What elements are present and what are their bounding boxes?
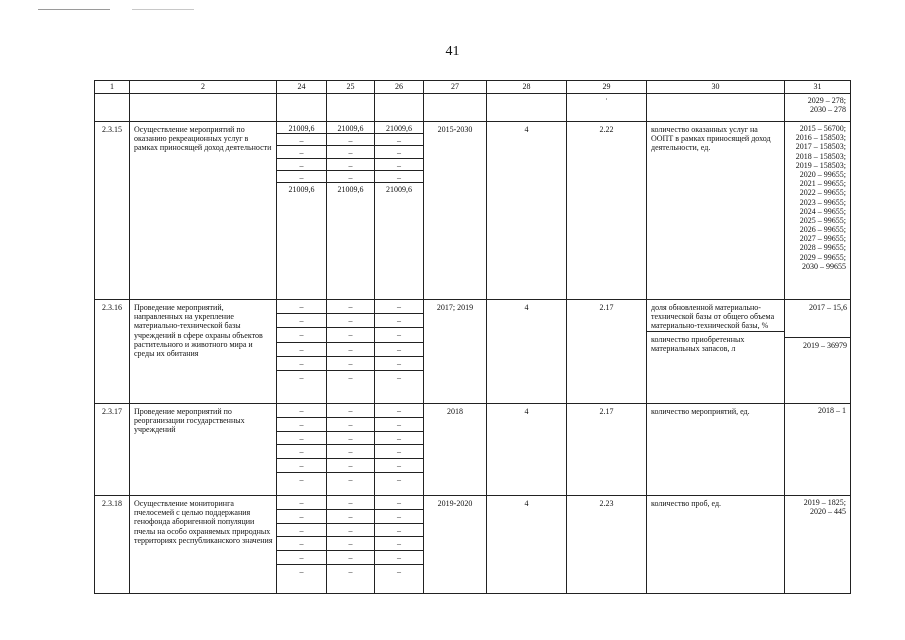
- continuation-mark: ˙: [567, 94, 647, 122]
- sum-cell: –: [327, 134, 374, 146]
- indicator-cell: количество приобретенных материальных запасов, л: [651, 334, 745, 353]
- sum-cell: 21009,6: [337, 184, 364, 194]
- sum-cell: –: [277, 510, 326, 524]
- column-header: 25: [327, 81, 375, 94]
- indicator-cell: количество мероприятий, ед.: [647, 404, 785, 496]
- sum-cell: –: [277, 432, 326, 446]
- table-row: [95, 404, 851, 496]
- col28-cell: 4: [487, 122, 567, 300]
- col29-cell: 2.17: [567, 300, 647, 404]
- column-header: 30: [647, 81, 785, 94]
- sum-cell: –: [397, 475, 401, 485]
- column-header: 2: [130, 81, 277, 94]
- column-header: 24: [277, 81, 327, 94]
- col29-cell: 2.23: [567, 496, 647, 594]
- sum-cell: –: [327, 551, 374, 565]
- column-header: 26: [375, 81, 424, 94]
- sum-cell: –: [327, 432, 374, 446]
- sum-cell: –: [375, 159, 423, 171]
- value-cell: 2015 – 56700; 2016 – 158503; 2017 – 158503; 2018 – 158503; 2019 – 158503; 2020 – 99655; 2021 – 99655; 2022 – 99655; 2023 – 99655; 2024 – 99655; 2025 – 99655; 2026 – 99655; 2027 – 99655; 2028 – 99655; 2029 – 99655; 2030 – 99655: [785, 122, 851, 300]
- sum-cell: –: [397, 372, 401, 382]
- sum-cell: –: [327, 510, 374, 524]
- sum-cell: –: [277, 300, 326, 314]
- sum-cell: –: [375, 551, 423, 565]
- sum-cell: –: [327, 445, 374, 459]
- sum-cell: –: [327, 314, 374, 328]
- sum-cell: 21009,6: [386, 184, 412, 194]
- sum-cell: –: [327, 496, 374, 510]
- sum-cell: –: [277, 159, 326, 171]
- sum-cell: 21009,6: [327, 122, 374, 134]
- continuation-values: 2029 – 278; 2030 – 278: [785, 94, 851, 122]
- indicator-cell: количество проб, ед.: [647, 496, 785, 594]
- sum-cell: 21009,6: [277, 122, 326, 134]
- sum-cell: –: [348, 475, 353, 485]
- row-id: 2.3.17: [95, 404, 130, 496]
- sum-cell: –: [375, 459, 423, 473]
- sum-cell: –: [327, 146, 374, 158]
- sum-cell: 21009,6: [288, 184, 315, 194]
- sum-cell: –: [375, 328, 423, 342]
- sum-cell: –: [375, 343, 423, 357]
- value-cell: 2019 – 36979: [803, 341, 847, 350]
- column-header: 31: [785, 81, 851, 94]
- sum-cell: 21009,6: [375, 122, 423, 134]
- years-cell: 2015-2030: [424, 122, 487, 300]
- sum-cell: –: [277, 404, 326, 418]
- row-id: 2.3.15: [95, 122, 130, 300]
- sum-cell: –: [327, 328, 374, 342]
- sum-cell: –: [348, 372, 353, 382]
- sum-cell: –: [375, 510, 423, 524]
- years-cell: 2017; 2019: [424, 300, 487, 404]
- col28-cell: 4: [487, 496, 567, 594]
- sum-cell: –: [277, 357, 326, 371]
- sum-cell: –: [277, 171, 326, 183]
- table-row: [95, 496, 851, 594]
- years-cell: 2019-2020: [424, 496, 487, 594]
- column-header-row: [95, 81, 851, 94]
- sum-cell: –: [277, 445, 326, 459]
- sum-cell: –: [397, 567, 401, 577]
- sum-cell: –: [375, 314, 423, 328]
- row-name: Осуществление мероприятий по оказанию рекреационных услуг в рамках приносящей доход деятельности: [130, 122, 277, 300]
- sum-cell: –: [277, 551, 326, 565]
- sum-cell: –: [375, 445, 423, 459]
- value-cell: 2018 – 1: [785, 404, 851, 496]
- column-header: 27: [424, 81, 487, 94]
- row-name: Осуществление мониторинга пчелосемей с целью поддержания генофонда аборигенной популяции пчелы на особо охраняемых природных территориях республиканского значения: [130, 496, 277, 594]
- row-id: 2.3.16: [95, 300, 130, 404]
- sum-cell: –: [327, 524, 374, 538]
- sum-cell: –: [277, 328, 326, 342]
- years-cell: 2018: [424, 404, 487, 496]
- sum-cell: –: [375, 418, 423, 432]
- value-cell: 2017 – 15,6: [785, 300, 850, 338]
- sum-cell: –: [277, 134, 326, 146]
- sum-cell: –: [327, 459, 374, 473]
- sum-cell: –: [375, 524, 423, 538]
- sum-cell: –: [277, 146, 326, 158]
- sum-cell: –: [375, 432, 423, 446]
- sum-cell: –: [375, 496, 423, 510]
- sum-cell: –: [375, 537, 423, 551]
- sum-cell: –: [375, 300, 423, 314]
- sum-cell: –: [277, 496, 326, 510]
- sum-cell: –: [327, 343, 374, 357]
- sum-cell: –: [327, 537, 374, 551]
- sum-cell: –: [299, 475, 304, 485]
- sum-cell: –: [327, 418, 374, 432]
- sum-cell: –: [277, 343, 326, 357]
- sum-cell: –: [375, 134, 423, 146]
- sum-cell: –: [277, 314, 326, 328]
- page-number: 41: [445, 44, 460, 59]
- row-id: 2.3.18: [95, 496, 130, 594]
- col28-cell: 4: [487, 300, 567, 404]
- col28-cell: 4: [487, 404, 567, 496]
- sum-cell: –: [277, 459, 326, 473]
- budget-table: [94, 80, 851, 594]
- sum-cell: –: [327, 404, 374, 418]
- sum-cell: –: [348, 567, 353, 577]
- table-row: [95, 300, 851, 404]
- sum-cell: –: [327, 357, 374, 371]
- column-header: 29: [567, 81, 647, 94]
- scan-artifact-line: [38, 9, 110, 10]
- sum-cell: –: [375, 404, 423, 418]
- sum-cell: –: [277, 524, 326, 538]
- sum-cell: –: [277, 418, 326, 432]
- col29-cell: 2.22: [567, 122, 647, 300]
- column-header: 1: [95, 81, 130, 94]
- column-header: 28: [487, 81, 567, 94]
- sum-cell: –: [299, 567, 304, 577]
- sum-cell: –: [327, 171, 374, 183]
- table-row: [95, 122, 851, 300]
- sum-cell: –: [375, 357, 423, 371]
- sum-cell: –: [375, 146, 423, 158]
- sum-cell: –: [327, 300, 374, 314]
- indicator-cell: количество оказанных услуг на ООПТ в рамках приносящей доход деятельности, ед.: [647, 122, 785, 300]
- sum-cell: –: [375, 171, 423, 183]
- row-name: Проведение мероприятий, направленных на укрепление материально-технической базы учреждений в сфере охраны объектов растительного и животного мира и среды их обитания: [130, 300, 277, 404]
- indicator-cell: доля обновленной материально-технической базы от общего объема материально-технической базы, %: [647, 300, 784, 332]
- sum-cell: –: [277, 537, 326, 551]
- sum-cell: –: [327, 159, 374, 171]
- col29-cell: 2.17: [567, 404, 647, 496]
- row-name: Проведение мероприятий по реорганизации государственных учреждений: [130, 404, 277, 496]
- value-cell: 2019 – 1825; 2020 – 445: [785, 496, 851, 594]
- scan-artifact-line: [132, 9, 194, 10]
- sum-cell: –: [299, 372, 304, 382]
- continuation-row: [95, 94, 851, 122]
